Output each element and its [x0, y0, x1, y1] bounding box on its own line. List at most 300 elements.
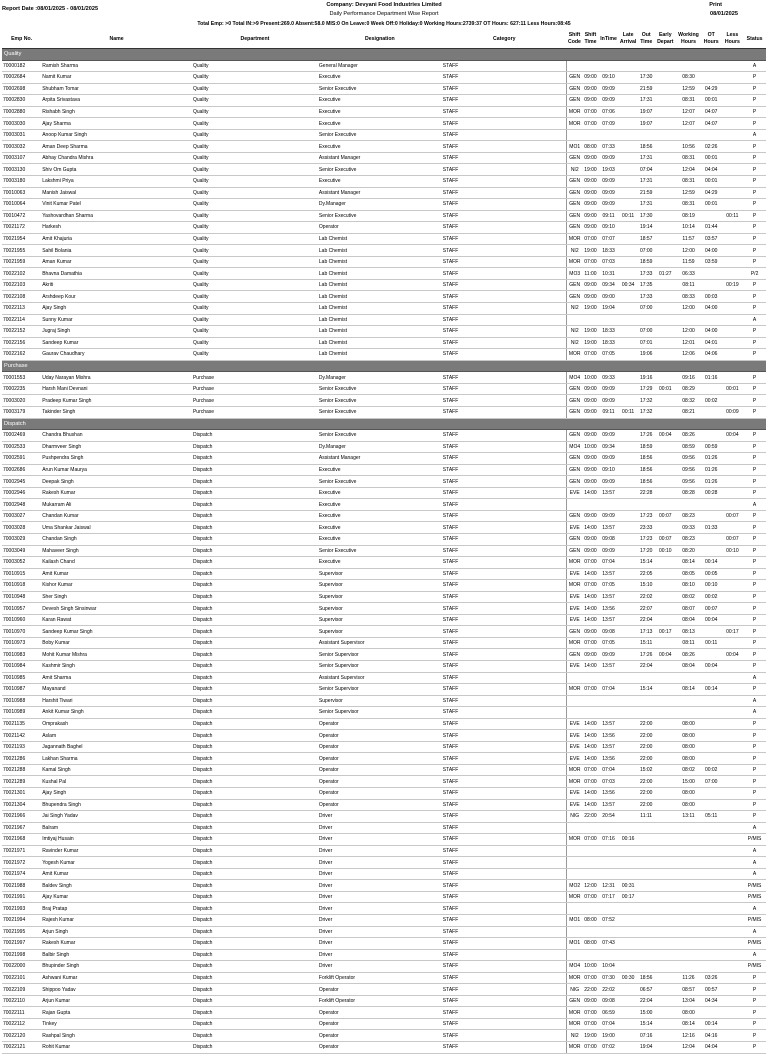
- table-cell: 01:27: [654, 268, 676, 280]
- table-cell: Executive: [318, 118, 442, 130]
- table-cell: Dispatch: [192, 880, 318, 892]
- table-cell: Harsh Mani Devnani: [41, 383, 192, 395]
- table-cell: [618, 741, 638, 753]
- table-cell: Driver: [318, 915, 442, 927]
- table-row: [2, 626, 766, 638]
- table-cell: 00:30: [618, 972, 638, 984]
- table-cell: [618, 1018, 638, 1030]
- table-cell: 08:57: [676, 984, 701, 996]
- table-cell: P: [743, 326, 766, 338]
- table-cell: Quality: [192, 187, 318, 199]
- table-cell: STAFF: [442, 279, 567, 291]
- table-cell: 00:17: [618, 891, 638, 903]
- table-cell: [654, 199, 676, 211]
- table-cell: [618, 868, 638, 880]
- table-cell: [701, 903, 722, 915]
- table-cell: 12:07: [676, 106, 701, 118]
- table-cell: GEN: [567, 626, 582, 638]
- table-cell: [618, 268, 638, 280]
- table-cell: P: [743, 741, 766, 753]
- table-cell: [654, 487, 676, 499]
- table-cell: Executive: [318, 487, 442, 499]
- table-cell: 13:56: [599, 730, 619, 742]
- table-cell: Sunny Kumar: [41, 314, 192, 326]
- table-cell: 70021995: [2, 926, 41, 938]
- table-cell: 09:08: [599, 533, 619, 545]
- table-cell: Quality: [192, 60, 318, 72]
- table-cell: STAFF: [442, 245, 567, 257]
- table-cell: [618, 383, 638, 395]
- table-cell: STAFF: [442, 118, 567, 130]
- table-cell: GEN: [567, 464, 582, 476]
- table-cell: 07:03: [599, 256, 619, 268]
- table-row: [2, 464, 766, 476]
- table-cell: P: [743, 730, 766, 742]
- table-cell: 08:02: [676, 591, 701, 603]
- table-cell: [654, 868, 676, 880]
- table-cell: Driver: [318, 880, 442, 892]
- table-cell: Quality: [192, 176, 318, 188]
- table-cell: STAFF: [442, 845, 567, 857]
- table-cell: 13:57: [599, 568, 619, 580]
- table-cell: 04:07: [701, 118, 722, 130]
- table-cell: P: [743, 72, 766, 84]
- table-row: [2, 822, 766, 834]
- table-cell: Quality: [192, 256, 318, 268]
- table-cell: 13:57: [599, 799, 619, 811]
- table-cell: [618, 499, 638, 511]
- table-cell: Arjun Kumar: [41, 995, 192, 1007]
- table-cell: Senior Executive: [318, 406, 442, 418]
- table-cell: 00:07: [722, 510, 744, 522]
- table-cell: 15:14: [638, 557, 655, 569]
- table-cell: 19:00: [582, 164, 599, 176]
- table-cell: [722, 522, 744, 534]
- table-cell: Quality: [192, 152, 318, 164]
- table-cell: 09:00: [599, 291, 619, 303]
- table-cell: [654, 788, 676, 800]
- table-cell: 15:00: [676, 776, 701, 788]
- table-cell: [701, 845, 722, 857]
- table-cell: 70003052: [2, 557, 41, 569]
- table-cell: MO1: [567, 141, 582, 153]
- table-cell: Dispatch: [192, 684, 318, 696]
- table-cell: [722, 395, 744, 407]
- table-cell: 70010988: [2, 695, 41, 707]
- table-cell: 70022103: [2, 279, 41, 291]
- table-cell: Dispatch: [192, 891, 318, 903]
- table-cell: [722, 903, 744, 915]
- table-cell: 17:23: [638, 533, 655, 545]
- table-cell: P/2: [743, 268, 766, 280]
- table-cell: Mahaveer Singh: [41, 545, 192, 557]
- table-cell: 19:14: [638, 222, 655, 234]
- table-cell: [618, 938, 638, 950]
- table-row: [2, 487, 766, 499]
- table-cell: P: [743, 245, 766, 257]
- table-cell: [654, 984, 676, 996]
- table-cell: 22:05: [638, 568, 655, 580]
- table-cell: 07:00: [582, 233, 599, 245]
- table-cell: [722, 453, 744, 465]
- table-cell: Dispatch: [192, 1030, 318, 1042]
- table-cell: Dispatch: [192, 545, 318, 557]
- table-cell: 08:00: [676, 1007, 701, 1019]
- table-cell: [567, 129, 582, 141]
- table-cell: 70010984: [2, 660, 41, 672]
- table-cell: 09:16: [676, 372, 701, 384]
- table-cell: [638, 915, 655, 927]
- table-cell: Purchase: [192, 383, 318, 395]
- table-cell: Dispatch: [192, 799, 318, 811]
- table-cell: STAFF: [442, 395, 567, 407]
- table-cell: Dispatch: [192, 453, 318, 465]
- table-cell: [701, 72, 722, 84]
- table-cell: Dispatch: [192, 903, 318, 915]
- table-cell: [654, 580, 676, 592]
- table-cell: Rishabh Singh: [41, 106, 192, 118]
- table-cell: 09:09: [599, 453, 619, 465]
- table-cell: [599, 129, 619, 141]
- table-cell: 00:01: [701, 152, 722, 164]
- table-cell: Quality: [192, 141, 318, 153]
- table-cell: 08:00: [676, 730, 701, 742]
- table-cell: [722, 129, 744, 141]
- table-cell: 06:57: [638, 984, 655, 996]
- table-cell: [722, 845, 744, 857]
- table-cell: Senior Executive: [318, 210, 442, 222]
- table-cell: 09:00: [582, 395, 599, 407]
- table-cell: [638, 499, 655, 511]
- table-cell: 09:00: [582, 476, 599, 488]
- table-cell: STAFF: [442, 164, 567, 176]
- table-cell: P: [743, 626, 766, 638]
- table-cell: [722, 637, 744, 649]
- table-cell: A: [743, 903, 766, 915]
- table-cell: Executive: [318, 557, 442, 569]
- table-cell: 00:10: [654, 545, 676, 557]
- table-cell: 70021193: [2, 741, 41, 753]
- table-cell: 08:05: [676, 568, 701, 580]
- table-cell: 00:04: [722, 430, 744, 442]
- table-cell: 10:00: [582, 372, 599, 384]
- table-cell: 13:57: [599, 591, 619, 603]
- table-cell: [567, 868, 582, 880]
- table-cell: 00:02: [701, 764, 722, 776]
- table-cell: P: [743, 337, 766, 349]
- table-cell: 09:00: [582, 510, 599, 522]
- table-cell: Purchase: [192, 395, 318, 407]
- table-cell: STAFF: [442, 256, 567, 268]
- table-row: [2, 660, 766, 672]
- table-cell: [722, 303, 744, 315]
- table-row: [2, 256, 766, 268]
- table-cell: [701, 430, 722, 442]
- table-cell: Assistant Supervisor: [318, 672, 442, 684]
- table-cell: GEN: [567, 453, 582, 465]
- table-cell: [654, 60, 676, 72]
- table-row: [2, 603, 766, 615]
- table-cell: 12:16: [676, 1030, 701, 1042]
- table-cell: [654, 741, 676, 753]
- table-row: [2, 337, 766, 349]
- table-cell: [582, 926, 599, 938]
- table-cell: A: [743, 672, 766, 684]
- table-cell: P: [743, 291, 766, 303]
- table-cell: 18:56: [638, 972, 655, 984]
- table-cell: Supervisor: [318, 580, 442, 592]
- table-cell: [676, 834, 701, 846]
- table-cell: 14:00: [582, 591, 599, 603]
- table-cell: [638, 961, 655, 973]
- table-cell: 70002698: [2, 83, 41, 95]
- table-cell: 04:01: [701, 337, 722, 349]
- table-cell: 70021991: [2, 891, 41, 903]
- table-cell: 70022101: [2, 972, 41, 984]
- table-cell: [654, 1018, 676, 1030]
- table-cell: [618, 660, 638, 672]
- table-cell: [654, 187, 676, 199]
- table-cell: Devesh Singh Sinsinwar: [41, 603, 192, 615]
- table-cell: 08:31: [676, 199, 701, 211]
- table-cell: P/MIS: [743, 880, 766, 892]
- table-cell: [567, 707, 582, 719]
- table-cell: 07:16: [599, 834, 619, 846]
- table-cell: [722, 603, 744, 615]
- table-cell: P: [743, 441, 766, 453]
- table-cell: 70022112: [2, 1018, 41, 1030]
- table-cell: 10:00: [582, 441, 599, 453]
- table-cell: 19:04: [638, 1042, 655, 1054]
- table-cell: Lab Chemist: [318, 291, 442, 303]
- table-cell: 15:02: [638, 764, 655, 776]
- table-cell: 19:00: [582, 303, 599, 315]
- table-cell: 08:07: [676, 603, 701, 615]
- table-cell: 15:14: [638, 1018, 655, 1030]
- table-cell: Sandeep Kumar Singh: [41, 626, 192, 638]
- table-cell: [618, 349, 638, 361]
- table-cell: STAFF: [442, 337, 567, 349]
- table-cell: [654, 730, 676, 742]
- table-cell: STAFF: [442, 938, 567, 950]
- table-cell: 08:14: [676, 557, 701, 569]
- table-cell: 00:07: [722, 533, 744, 545]
- table-cell: 70002686: [2, 464, 41, 476]
- report-date: Report Date :08/01/2025 - 08/01/2025: [2, 6, 99, 12]
- table-row: [2, 164, 766, 176]
- table-cell: Pradeep Kumar Singh: [41, 395, 192, 407]
- table-cell: 04:29: [701, 187, 722, 199]
- table-cell: 70003130: [2, 164, 41, 176]
- table-cell: [654, 326, 676, 338]
- table-cell: [618, 822, 638, 834]
- table-cell: [654, 718, 676, 730]
- table-cell: NIG: [567, 984, 582, 996]
- table-cell: Dy.Manager: [318, 372, 442, 384]
- table-cell: STAFF: [442, 557, 567, 569]
- table-cell: [722, 926, 744, 938]
- table-cell: Harshit Tiwari: [41, 695, 192, 707]
- table-cell: 00:31: [618, 880, 638, 892]
- table-cell: 08:31: [676, 152, 701, 164]
- table-cell: A: [743, 857, 766, 869]
- table-cell: 07:30: [599, 972, 619, 984]
- table-cell: 19:04: [599, 303, 619, 315]
- table-cell: 70010960: [2, 614, 41, 626]
- table-cell: [638, 949, 655, 961]
- table-cell: 08:31: [676, 95, 701, 107]
- table-cell: [618, 984, 638, 996]
- table-cell: [722, 187, 744, 199]
- table-cell: Assistant Manager: [318, 152, 442, 164]
- table-cell: 00:02: [701, 591, 722, 603]
- table-cell: STAFF: [442, 199, 567, 211]
- table-cell: Manish Jaiswal: [41, 187, 192, 199]
- table-cell: GEN: [567, 406, 582, 418]
- table-cell: 19:00: [582, 337, 599, 349]
- table-cell: [654, 210, 676, 222]
- table-cell: [582, 499, 599, 511]
- table-cell: 09:00: [582, 187, 599, 199]
- table-row: [2, 60, 766, 72]
- table-cell: P: [743, 568, 766, 580]
- table-cell: 70021955: [2, 245, 41, 257]
- table-cell: Senior Supervisor: [318, 707, 442, 719]
- table-cell: Driver: [318, 961, 442, 973]
- table-cell: 09:00: [582, 83, 599, 95]
- table-cell: MOR: [567, 891, 582, 903]
- col-header: Shift Time: [582, 30, 599, 49]
- table-cell: [618, 441, 638, 453]
- table-cell: 00:04: [722, 649, 744, 661]
- table-cell: NI2: [567, 303, 582, 315]
- table-cell: 70010989: [2, 707, 41, 719]
- table-cell: [582, 129, 599, 141]
- table-cell: 22:28: [638, 487, 655, 499]
- table-cell: P: [743, 718, 766, 730]
- table-cell: [722, 60, 744, 72]
- table-cell: 19:06: [638, 349, 655, 361]
- table-cell: Dispatch: [192, 580, 318, 592]
- table-cell: Executive: [318, 72, 442, 84]
- table-cell: 09:33: [599, 372, 619, 384]
- table-cell: [567, 314, 582, 326]
- table-row: [2, 834, 766, 846]
- table-cell: [722, 487, 744, 499]
- table-row: [2, 279, 766, 291]
- table-cell: P: [743, 487, 766, 499]
- table-cell: [618, 695, 638, 707]
- table-cell: 09:00: [582, 383, 599, 395]
- table-cell: [701, 949, 722, 961]
- table-cell: P: [743, 187, 766, 199]
- table-cell: 70003179: [2, 406, 41, 418]
- table-row: [2, 141, 766, 153]
- table-cell: Senior Supervisor: [318, 684, 442, 696]
- table-cell: [701, 834, 722, 846]
- table-cell: [582, 60, 599, 72]
- table-cell: STAFF: [442, 580, 567, 592]
- table-cell: [722, 95, 744, 107]
- table-cell: 70022000: [2, 961, 41, 973]
- table-row: [2, 949, 766, 961]
- table-row: [2, 72, 766, 84]
- table-cell: Gaurav Chaudhary: [41, 349, 192, 361]
- table-cell: 04:04: [701, 164, 722, 176]
- table-cell: [599, 60, 619, 72]
- table-cell: Quality: [192, 303, 318, 315]
- table-cell: 09:00: [582, 545, 599, 557]
- table-cell: Operator: [318, 730, 442, 742]
- table-cell: 70003029: [2, 533, 41, 545]
- table-cell: [654, 395, 676, 407]
- table-cell: [618, 1042, 638, 1054]
- table-cell: P: [743, 222, 766, 234]
- table-cell: 19:00: [582, 326, 599, 338]
- table-cell: STAFF: [442, 441, 567, 453]
- table-cell: [618, 961, 638, 973]
- table-cell: A: [743, 926, 766, 938]
- table-cell: Balram: [41, 822, 192, 834]
- table-row: [2, 210, 766, 222]
- table-cell: 70002591: [2, 453, 41, 465]
- table-cell: 70002469: [2, 430, 41, 442]
- table-cell: [618, 1030, 638, 1042]
- table-cell: 70021288: [2, 764, 41, 776]
- table-cell: Operator: [318, 776, 442, 788]
- table-cell: [722, 152, 744, 164]
- table-cell: Dispatch: [192, 741, 318, 753]
- table-cell: 70022110: [2, 995, 41, 1007]
- table-cell: Arun Kumar Maurya: [41, 464, 192, 476]
- table-row: [2, 903, 766, 915]
- table-cell: [722, 222, 744, 234]
- table-cell: [701, 926, 722, 938]
- table-cell: [582, 949, 599, 961]
- table-cell: NI2: [567, 326, 582, 338]
- table-cell: GEN: [567, 545, 582, 557]
- table-cell: Dispatch: [192, 626, 318, 638]
- section-title: Dispatch: [2, 418, 766, 430]
- table-cell: Bhavna Damathia: [41, 268, 192, 280]
- table-row: [2, 972, 766, 984]
- table-cell: [722, 695, 744, 707]
- table-cell: [722, 984, 744, 996]
- report-title: Daily Performance Department Wise Report: [329, 11, 439, 17]
- table-cell: NI2: [567, 337, 582, 349]
- table-cell: [654, 303, 676, 315]
- table-cell: Amit Kumar: [41, 568, 192, 580]
- table-cell: STAFF: [442, 268, 567, 280]
- table-cell: Quality: [192, 326, 318, 338]
- table-row: [2, 152, 766, 164]
- table-cell: STAFF: [442, 891, 567, 903]
- table-cell: STAFF: [442, 707, 567, 719]
- table-row: [2, 891, 766, 903]
- table-cell: 11:11: [638, 811, 655, 823]
- table-cell: STAFF: [442, 72, 567, 84]
- table-cell: 70022156: [2, 337, 41, 349]
- table-row: [2, 845, 766, 857]
- table-cell: [618, 487, 638, 499]
- table-cell: P: [743, 372, 766, 384]
- table-cell: [722, 464, 744, 476]
- table-row: [2, 441, 766, 453]
- table-cell: 22:02: [599, 984, 619, 996]
- table-cell: P: [743, 1042, 766, 1054]
- section-header: [2, 360, 766, 372]
- table-cell: 70010064: [2, 199, 41, 211]
